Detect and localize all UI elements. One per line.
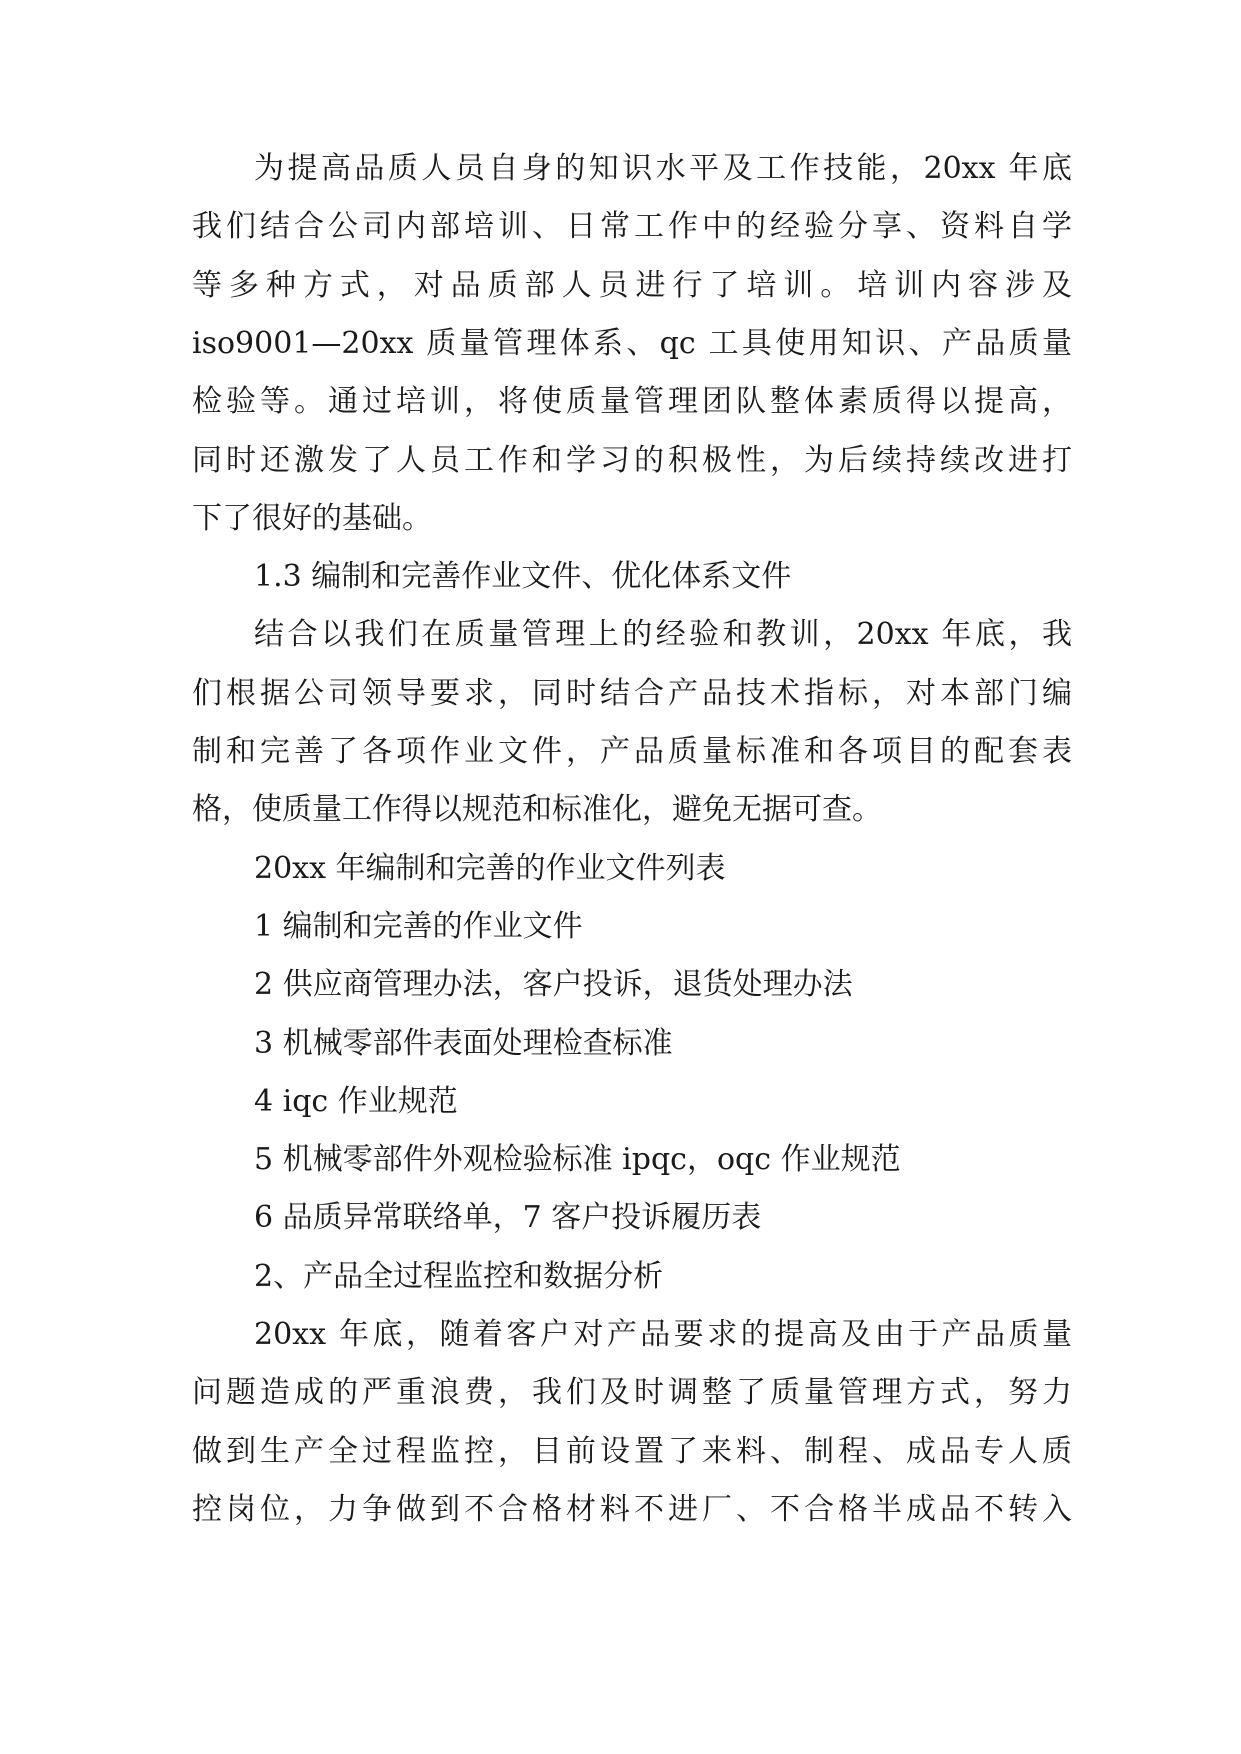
list-item: 4 iqc 作业规范	[254, 1083, 458, 1119]
text-line: 结合以我们在质量管理上的经验和教训，20xx 年底，我	[254, 617, 1072, 653]
text-line: 为提高品质人员自身的知识水平及工作技能，20xx 年底	[254, 151, 1072, 186]
text-line: 同时还激发了人员工作和学习的积极性，为后续持续改进打	[192, 442, 1072, 478]
list-item: 1 编制和完善的作业文件	[254, 908, 583, 944]
text-line: 我们结合公司内部培训、日常工作中的经验分享、资料自学	[192, 209, 1072, 245]
text-line: 检验等。通过培训，将使质量管理团队整体素质得以提高，	[192, 384, 1072, 420]
text-line: 格，使质量工作得以规范和标准化，避免无据可查。	[192, 792, 882, 828]
list-title: 20xx 年编制和完善的作业文件列表	[254, 850, 726, 886]
text-line: 下了很好的基础。	[192, 500, 432, 536]
section-heading: 1.3 编制和完善作业文件、优化体系文件	[254, 559, 792, 595]
list-item: 5 机械零部件外观检验标准 ipqc，oqc 作业规范	[254, 1142, 901, 1178]
text-line: 20xx 年底，随着客户对产品要求的提高及由于产品质量	[254, 1317, 1072, 1352]
text-line: 们根据公司领导要求，同时结合产品技术指标，对本部门编	[192, 675, 1072, 711]
section-heading: 2、产品全过程监控和数据分析	[254, 1258, 664, 1294]
text-line: 控岗位，力争做到不合格材料不进厂、不合格半成品不转入	[192, 1491, 1072, 1527]
list-item: 6 品质异常联络单，7 客户投诉履历表	[254, 1200, 762, 1236]
list-item: 2 供应商管理办法，客户投诉，退货处理办法	[254, 967, 853, 1003]
text-line: 问题造成的严重浪费，我们及时调整了质量管理方式，努力	[192, 1375, 1072, 1411]
text-line: iso9001—20xx 质量管理体系、qc 工具使用知识、产品质量	[192, 325, 1072, 361]
text-line: 制和完善了各项作业文件，产品质量标准和各项目的配套表	[192, 734, 1072, 769]
text-line: 做到生产全过程监控，目前设置了来料、制程、成品专人质	[192, 1433, 1072, 1469]
list-item: 3 机械零部件表面处理检查标准	[254, 1025, 673, 1061]
text-line: 等多种方式，对品质部人员进行了培训。培训内容涉及	[192, 267, 1072, 303]
